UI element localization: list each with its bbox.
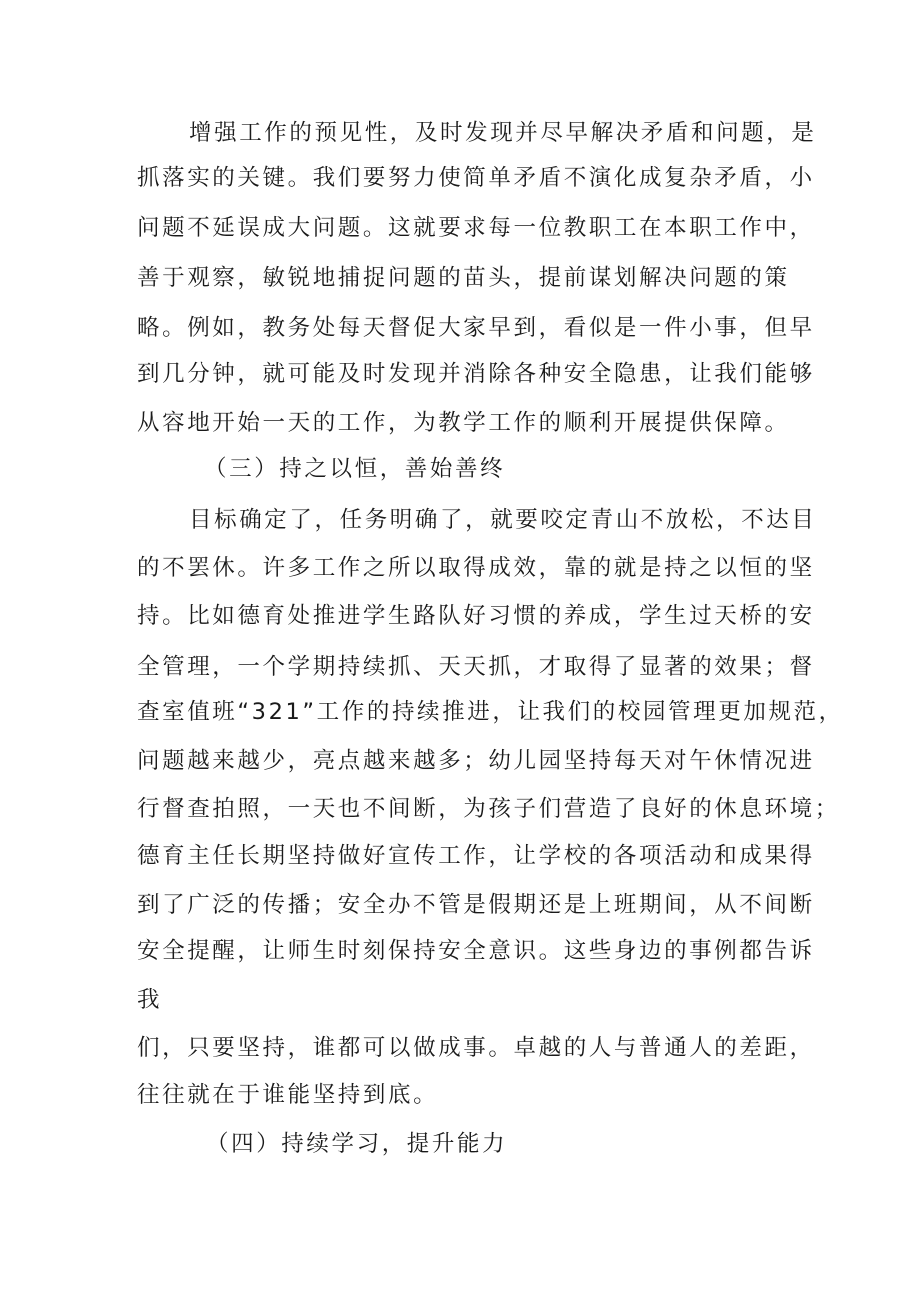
- paragraph-line: 略。例如，教务处每天督促大家早到，看似是一件小事，但早: [137, 315, 815, 341]
- paragraph-line: 善于观察，敏锐地捕捉问题的苗头，提前谋划解决问题的策: [137, 265, 790, 291]
- paragraph-line: 德育主任长期坚持做好宣传工作，让学校的各项活动和成果得: [137, 843, 815, 869]
- paragraph-line: 往往就在于谁能坚持到底。: [137, 1082, 439, 1108]
- section-heading: （三）持之以恒，善始善终: [204, 456, 506, 482]
- paragraph-line: 全管理，一个学期持续抓、天天抓，才取得了显著的效果；督: [137, 654, 815, 680]
- paragraph-line: 目标确定了，任务明确了，就要咬定青山不放松，不达目: [189, 507, 817, 533]
- paragraph-line: 问题不延误成大问题。这就要求每一位教职工在本职工作中，: [137, 215, 815, 241]
- paragraph-line: 增强工作的预见性，及时发现并尽早解决矛盾和问题，是: [189, 120, 817, 146]
- paragraph-line: 抓落实的关键。我们要努力使简单矛盾不演化成复杂矛盾，小: [137, 165, 815, 191]
- paragraph-line: 问题越来越少，亮点越来越多；幼儿园坚持每天对午休情况进: [137, 748, 815, 774]
- paragraph-line: 我: [137, 987, 163, 1013]
- paragraph-line: 们，只要坚持，谁都可以做成事。卓越的人与普通人的差距，: [137, 1035, 815, 1061]
- paragraph-line: 到了广泛的传播；安全办不管是假期还是上班期间，从不间断: [137, 892, 815, 918]
- paragraph-line: 的不罢休。许多工作之所以取得成效，靠的就是持之以恒的坚: [137, 555, 815, 581]
- paragraph-line: 安全提醒，让师生时刻保持安全意识。这些身边的事例都告诉: [137, 938, 815, 964]
- section-heading: （四）持续学习，提升能力: [206, 1131, 508, 1157]
- paragraph-line: 到几分钟，就可能及时发现并消除各种安全隐患，让我们能够: [137, 361, 815, 387]
- paragraph-line: 持。比如德育处推进学生路队好习惯的养成，学生过天桥的安: [137, 603, 815, 629]
- paragraph-line: 查室值班“321”工作的持续推进，让我们的校园管理更加规范，: [137, 699, 844, 725]
- paragraph-line: 行督查拍照，一天也不间断，为孩子们营造了良好的休息环境；: [137, 796, 840, 822]
- paragraph-line: 从容地开始一天的工作，为教学工作的顺利开展提供保障。: [137, 410, 790, 436]
